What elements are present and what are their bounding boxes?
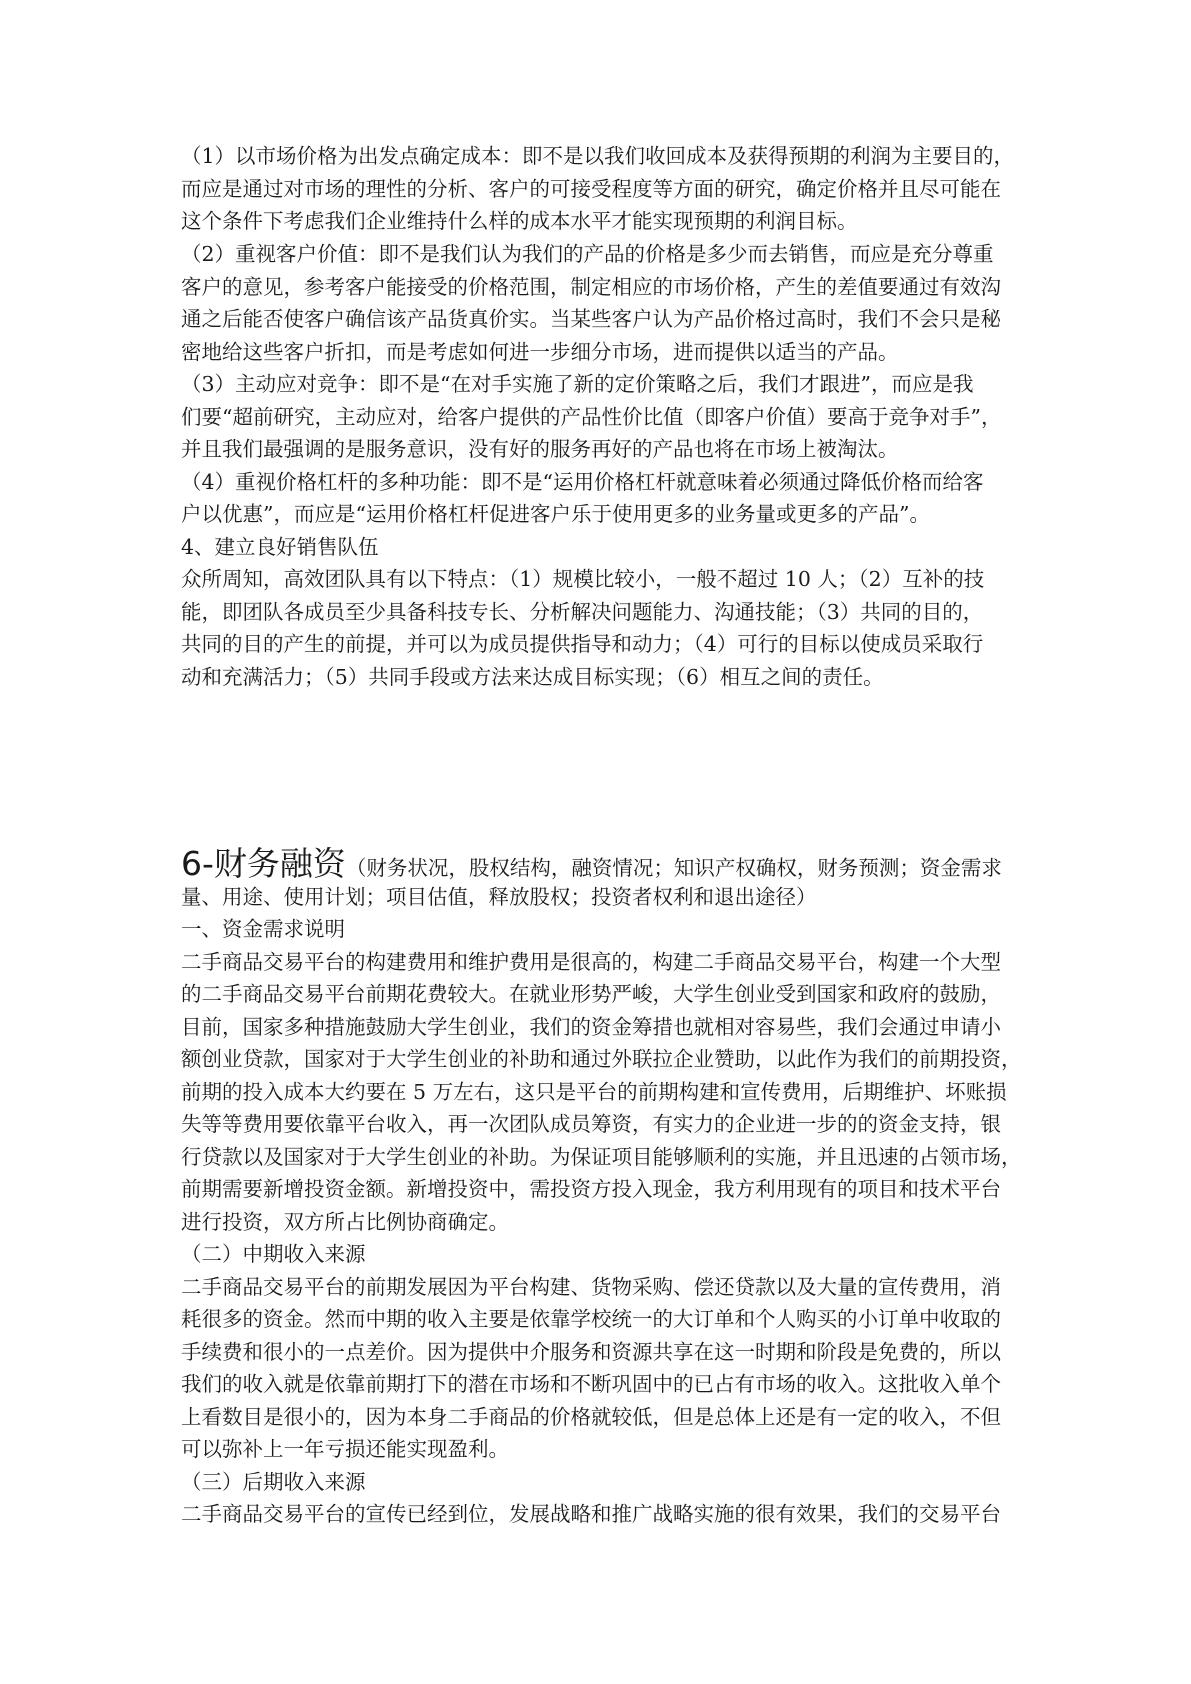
pricing-and-team-line: 能，即团队各成员至少具备科技专长、分析解决问题能力、沟通技能；（3）共同的目的， xyxy=(181,599,984,624)
section-subtitle-line-2: 量、用途、使用计划；项目估值，释放股权；投资者权利和退出途径） xyxy=(181,885,817,909)
pricing-and-team-line: 并且我们最强调的是服务意识，没有好的服务再好的产品也将在市场上被淘汰。 xyxy=(181,437,899,461)
pricing-paragraph-1-line: 这个条件下考虑我们企业维持什么样的成本水平才能实现预期的利润目标。 xyxy=(181,209,858,233)
pricing-paragraph-1 xyxy=(181,140,1015,238)
pricing-and-team-line: 动和充满活力；（5）共同手段或方法来达成目标实现；（6）相互之间的责任。 xyxy=(181,664,884,689)
pricing-and-team-line: （3）主动应对竞争：即不是“在对手实施了新的定价策略之后，我们才跟进”，而应是我 xyxy=(181,372,974,396)
financing-body-line: （三）后期收入来源 xyxy=(181,1469,366,1494)
financing-body-line: 耗很多的资金。然而中期的收入主要是依靠学校统一的大订单和个人购买的小订单中收取的 xyxy=(181,1307,1001,1331)
pricing-and-team-line: （4）重视价格杠杆的多种功能：即不是“运用价格杠杆就意味着必须通过降低价格而给客 xyxy=(181,469,984,494)
financing-body-line: 一、资金需求说明 xyxy=(181,917,345,941)
section-heading xyxy=(181,838,1011,885)
section-subtitle-continuation xyxy=(181,881,1011,914)
pricing-and-team-line: 4、建立良好销售队伍 xyxy=(181,534,379,559)
financing-body-line: 的二手商品交易平台前期花费较大。在就业形势严峻，大学生创业受到国家和政府的鼓励， xyxy=(181,982,1001,1006)
financing-body-line: 前期需要新增投资金额。新增投资中，需投资方投入现金，我方利用现有的项目和技术平台 xyxy=(181,1177,1001,1201)
pricing-and-team-line: 共同的目的产生的前提，并可以为成员提供指导和动力；（4）可行的目标以使成员采取行 xyxy=(181,632,984,656)
pricing-and-team-line: 客户的意见，参考客户能接受的价格范围，制定相应的市场价格，产生的差值要通过有效沟 xyxy=(181,274,1001,299)
section-title: 6-财务融资 xyxy=(181,844,346,883)
financing-body-line: 失等等费用要依靠平台收入，再一次团队成员筹资，有实力的企业进一步的的资金支持，银 xyxy=(181,1112,1001,1136)
financing-body-line: 上看数目是很小的，因为本身二手商品的价格就较低，但是总体上还是有一定的收入，不但 xyxy=(181,1404,1001,1429)
financing-body-line: 手续费和很小的一点差价。因为提供中介服务和资源共享在这一时期和阶段是免费的，所以 xyxy=(181,1339,1001,1364)
financing-body-line: 二手商品交易平台的前期发展因为平台构建、货物采购、偿还贷款以及大量的宣传费用，消 xyxy=(181,1274,1001,1299)
pricing-and-team-line: 众所周知，高效团队具有以下特点：（1）规模比较小，一般不超过 10 人；（2）互补的技 xyxy=(181,567,985,591)
financing-body-line: 我们的收入就是依靠前期打下的潜在市场和不断巩固中的已占有市场的收入。这批收入单个 xyxy=(181,1372,1001,1396)
financing-body-line: 目前，国家多种措施鼓励大学生创业，我们的资金筹措也就相对容易些，我们会通过申请小 xyxy=(181,1014,1001,1039)
pricing-paragraph-1-line: 而应是通过对市场的理性的分析、客户的可接受程度等方面的研究，确定价格并且尽可能在 xyxy=(181,176,1001,201)
financing-body-line: （二）中期收入来源 xyxy=(181,1242,366,1266)
financing-body-line: 二手商品交易平台的构建费用和维护费用是很高的，构建二手商品交易平台，构建一个大型 xyxy=(181,949,1001,974)
financing-body-line: 二手商品交易平台的宣传已经到位，发展战略和推广战略实施的很有效果，我们的交易平台 xyxy=(181,1502,1001,1526)
pricing-and-team-line: 密地给这些客户折扣，而是考虑如何进一步细分市场，进而提供以适当的产品。 xyxy=(181,339,899,364)
pricing-and-team-line: 户以优惠”，而应是“运用价格杠杆促进客户乐于使用更多的业务量或更多的产品”。 xyxy=(181,502,930,526)
financing-body-line: 前期的投入成本大约要在 5 万左右，这只是平台的前期构建和宣传费用，后期维护、坏账损 xyxy=(181,1079,1007,1104)
financing-body-line: 额创业贷款，国家对于大学生创业的补助和通过外联拉企业赞助，以此作为我们的前期投资， xyxy=(181,1047,1022,1071)
pricing-and-team-section xyxy=(181,238,1011,693)
financing-body-line: 可以弥补上一年亏损还能实现盈利。 xyxy=(181,1437,509,1461)
financing-body-line: 进行投资，双方所占比例协商确定。 xyxy=(181,1209,509,1234)
pricing-and-team-line: 通之后能否使客户确信该产品货真价实。当某些客户认为产品价格过高时，我们不会只是秘 xyxy=(181,307,1001,331)
pricing-paragraph-1-line: （1）以市场价格为出发点确定成本：即不是以我们收回成本及获得预期的利润为主要目的， xyxy=(181,144,1015,168)
pricing-and-team-line: （2）重视客户价值：即不是我们认为我们的产品的价格是多少而去销售，而应是充分尊重 xyxy=(181,242,994,266)
pricing-and-team-line: 们要“超前研究，主动应对，给客户提供的产品性价比值（即客户价值）要高于竞争对手”， xyxy=(181,404,1002,429)
section-subtitle-line-1: （财务状况，股权结构，融资情况；知识产权确权，财务预测；资金需求 xyxy=(345,856,1002,880)
financing-body-line: 行贷款以及国家对于大学生创业的补助。为保证项目能够顺利的实施，并且迅速的占领市场， xyxy=(181,1144,1022,1169)
financing-section-body xyxy=(181,913,1022,1531)
